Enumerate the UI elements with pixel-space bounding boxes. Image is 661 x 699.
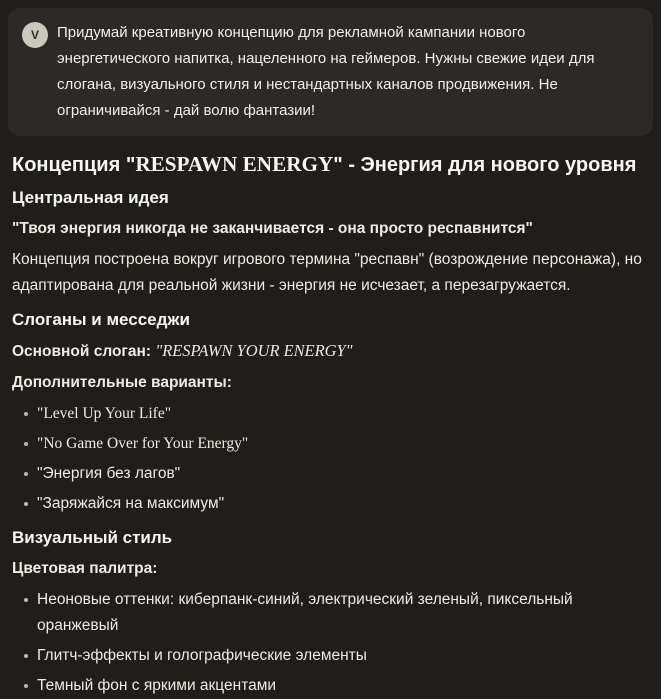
variants-label-line [12,370,647,396]
user-avatar [22,22,48,48]
response-title [12,152,647,177]
palette-label-line [12,556,647,582]
section-heading-slogans: Слоганы и месседжи [12,310,190,329]
response-title-latin: RESPAWN ENERGY [135,152,334,176]
palette-list [12,587,647,699]
section-heading-visual-style: Визуальный стиль [12,528,173,547]
central-idea-paragraph: Концепция построена вокруг игрового термина "респавн" (возрождение персонажа), но адаптирована для реальной жизни - энергия не исчезает, а перезагружается. [12,251,642,294]
section-heading-central-idea: Центральная идея [12,188,169,207]
palette-label: Цветовая палитра: [12,560,158,577]
chat-page [0,8,661,699]
response-title-pre: Концепция " [12,154,136,176]
assistant-message [0,152,661,699]
list-item: Глитч-эффекты и голографические элементы [37,643,647,669]
list-item: "Level Up Your Life" [37,401,647,427]
variants-label: Дополнительные варианты: [12,374,232,391]
avatar-initial: V [30,28,39,42]
slogan-variants-list [12,401,647,517]
list-item: Темный фон с яркими акцентами [37,673,647,699]
list-item: "No Game Over for Your Energy" [37,431,647,457]
list-item: "Заряжайся на максимум" [37,491,647,517]
response-title-post: " - Энергия для нового уровня [333,154,637,176]
user-message-text: Придумай креативную концепцию для рекламной кампании нового энергетического напитка, нацеленного на геймеров. Нужны свежие идеи для слогана, визуального стиля и нестандартных каналов продвижения. Не ограничивайся - дай волю фантазии! [57,24,595,119]
main-slogan-label: Основной слоган: [12,343,152,360]
user-message-bubble [8,8,653,136]
main-slogan-text: "RESPAWN YOUR ENERGY" [155,341,353,360]
central-idea-quote: "Твоя энергия никогда не заканчивается - она просто респавнится" [12,220,533,237]
main-slogan-line [12,338,647,365]
list-item: Неоновые оттенки: киберпанк-синий, электрический зеленый, пиксельный оранжевый [37,587,647,639]
list-item: "Энергия без лагов" [37,461,647,487]
